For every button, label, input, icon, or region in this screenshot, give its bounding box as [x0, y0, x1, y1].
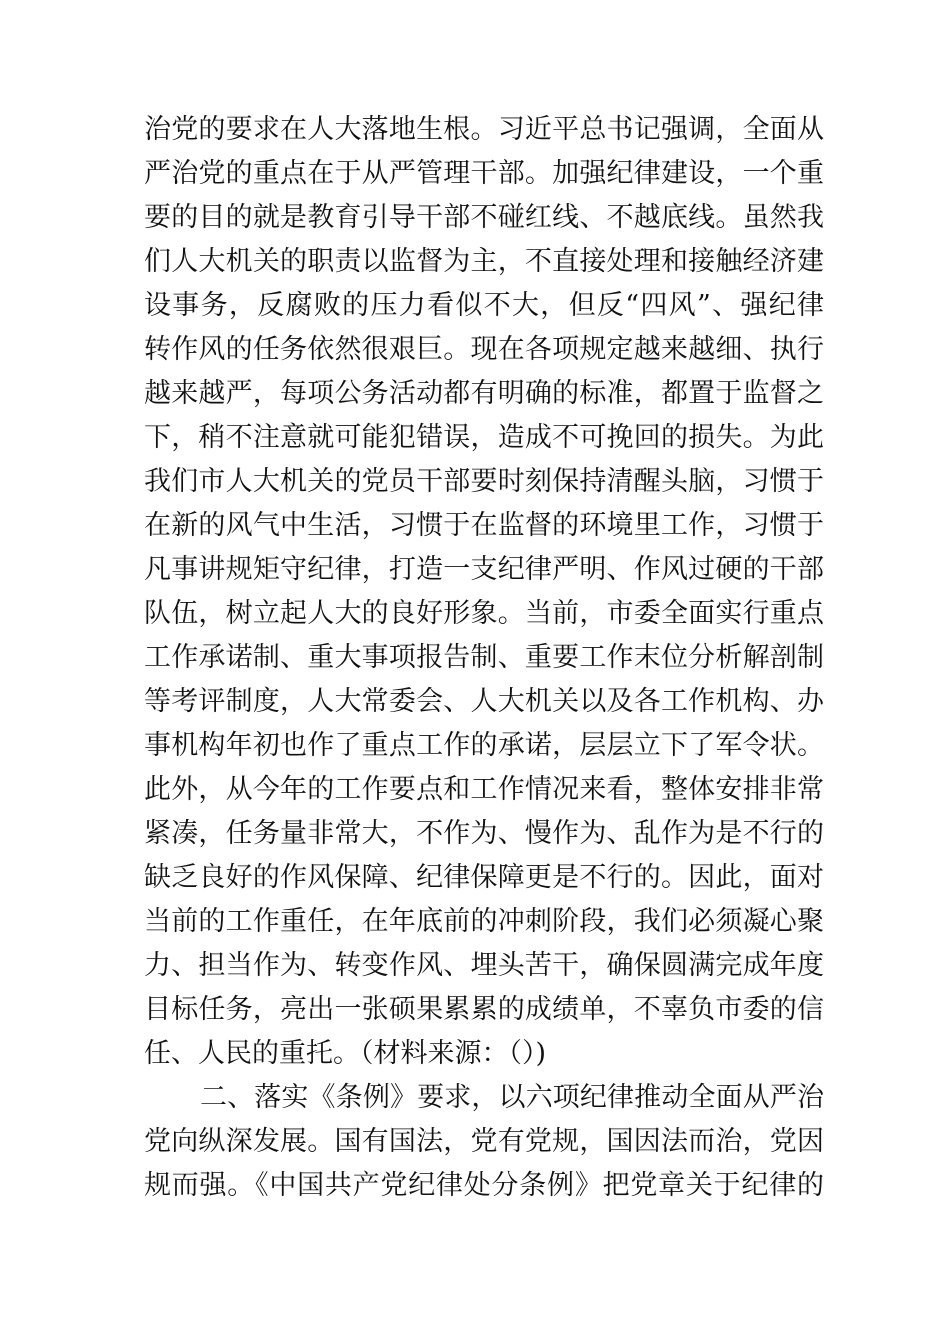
text-line: 在新的风气中生活，习惯于在监督的环境里工作，习惯于	[144, 510, 824, 541]
body-text	[144, 108, 824, 1208]
text-line: 事机构年初也作了重点工作的承诺，层层立下了军令状。	[144, 730, 824, 761]
text-line: 紧凑，任务量非常大，不作为、慢作为、乱作为是不行的	[144, 818, 824, 849]
text-line: 转作风的任务依然很艰巨。现在各项规定越来越细、执行	[144, 334, 824, 365]
text-line: 此外，从今年的工作要点和工作情况来看，整体安排非常	[144, 774, 824, 805]
text-line: 任、人民的重托。（材料来源：（）)	[144, 1038, 547, 1069]
text-line: 严治党的重点在于从严管理干部。加强纪律建设，一个重	[144, 158, 824, 189]
text-line: 设事务，反腐败的压力看似不大，但反“四风”、强纪律	[144, 290, 824, 321]
text-line: 规而强。《中国共产党纪律处分条例》把党章关于纪律的	[144, 1170, 824, 1201]
text-line: 我们市人大机关的党员干部要时刻保持清醒头脑，习惯于	[144, 466, 824, 497]
text-line: 二、落实《条例》要求，以六项纪律推动全面从严治	[200, 1082, 824, 1113]
text-line: 们人大机关的职责以监督为主，不直接处理和接触经济建	[144, 246, 824, 277]
text-line: 治党的要求在人大落地生根。习近平总书记强调，全面从	[144, 114, 824, 145]
text-line: 党向纵深发展。国有国法，党有党规，国因法而治，党因	[144, 1126, 824, 1157]
text-line: 下，稍不注意就可能犯错误，造成不可挽回的损失。为此	[144, 422, 824, 453]
text-line: 目标任务，亮出一张硕果累累的成绩单，不辜负市委的信	[144, 994, 824, 1025]
text-line: 队伍，树立起人大的良好形象。当前，市委全面实行重点	[144, 598, 824, 629]
paragraph-2	[144, 1076, 824, 1208]
text-line: 当前的工作重任，在年底前的冲刺阶段，我们必须凝心聚	[144, 906, 824, 937]
text-line: 等考评制度，人大常委会、人大机关以及各工作机构、办	[144, 686, 824, 717]
text-line: 缺乏良好的作风保障、纪律保障更是不行的。因此，面对	[144, 862, 824, 893]
text-line: 力、担当作为、转变作风、埋头苦干，确保圆满完成年度	[144, 950, 824, 981]
paragraph-1	[144, 108, 824, 1076]
text-line: 工作承诺制、重大事项报告制、重要工作末位分析解剖制	[144, 642, 824, 673]
text-line: 凡事讲规矩守纪律，打造一支纪律严明、作风过硬的干部	[144, 554, 824, 585]
text-line: 越来越严，每项公务活动都有明确的标准，都置于监督之	[144, 378, 824, 409]
text-line: 要的目的就是教育引导干部不碰红线、不越底线。虽然我	[144, 202, 824, 233]
